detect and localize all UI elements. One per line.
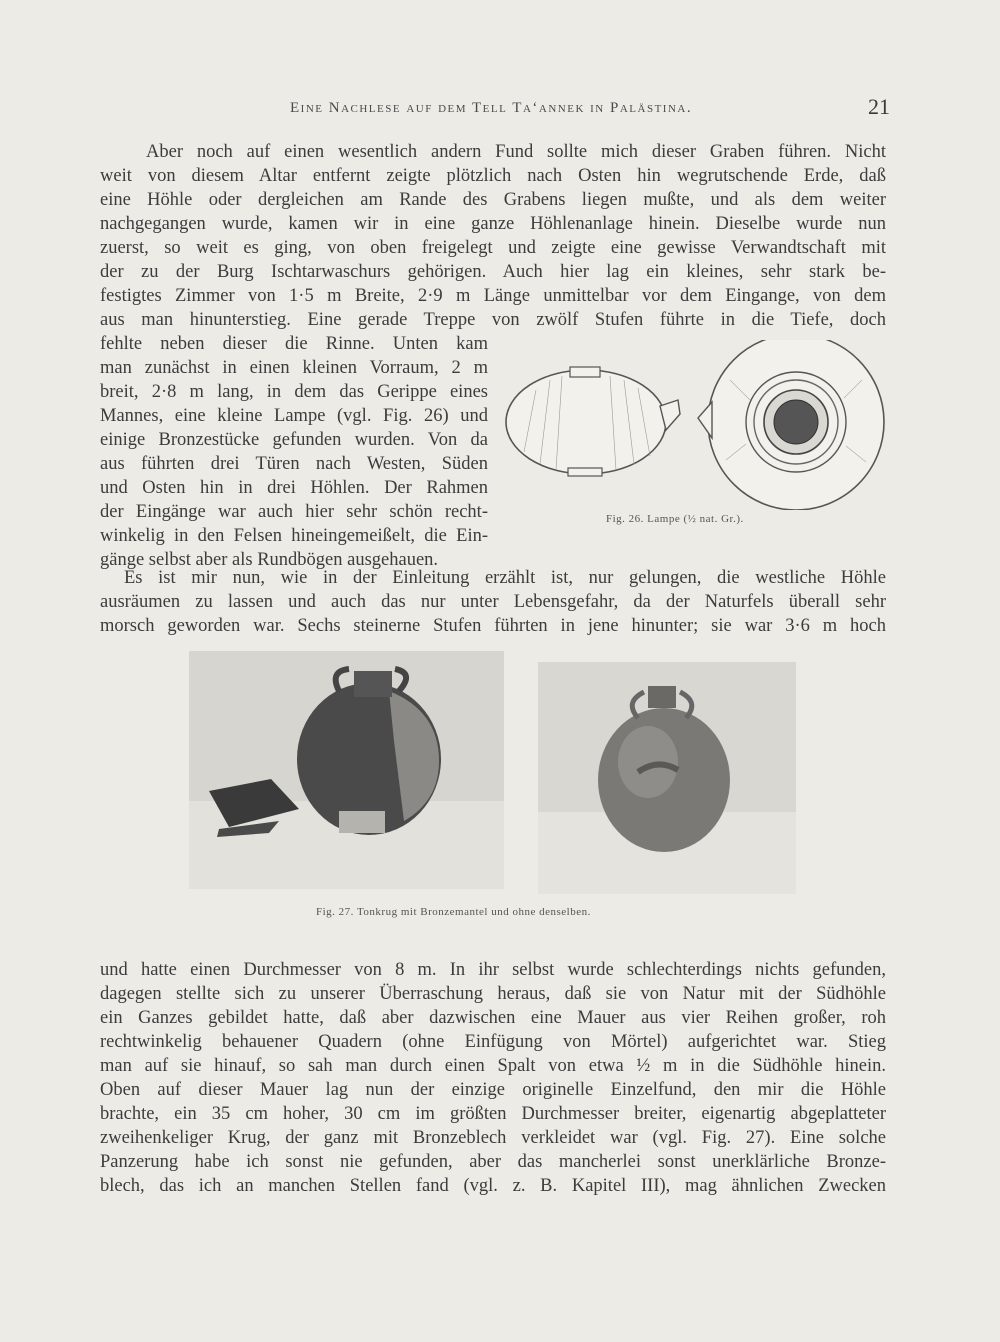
text-line: zuerst, so weit es ging, von oben freigelegt und zeigte eine gewisse Verwandtschaft mit: [100, 238, 886, 258]
text-line: gänge selbst aber als Rundbögen ausgehauen.: [100, 550, 439, 570]
text-line: Oben auf dieser Mauer lag nun der einzige originelle Einzelfund, den mir die Höhle: [100, 1080, 886, 1100]
text-line: blech, das ich an manchen Stellen fand (vgl. z. B. Kapitel III), mag ähnlichen Zwecken: [100, 1176, 886, 1196]
text-line: breit, 2·8 m lang, in dem das Gerippe eines: [100, 382, 488, 402]
text-line: aus führten drei Türen nach Westen, Süden: [100, 454, 488, 474]
text-line: aus man hinunterstieg. Eine gerade Treppe von zwölf Stufen führte in die Tiefe, doch: [100, 310, 886, 330]
text-line: Es ist mir nun, wie in der Einleitung erzählt ist, nur gelungen, die westliche Höhle: [124, 568, 886, 588]
text-line: einige Bronzestücke gefunden wurden. Von da: [100, 430, 488, 450]
figure-26-lamp-drawing: [500, 340, 890, 525]
lamp-illustration: [500, 340, 890, 510]
text-line: morsch geworden war. Sechs steinerne Stufen führten in jene hinunter; sie war 3·6 m hoch: [100, 616, 886, 636]
text-line: man zunächst in einen kleinen Vorraum, 2 m: [100, 358, 488, 378]
text-line: der zu der Burg Ischtarwaschurs gehörigen. Auch hier lag ein kleines, sehr stark be-: [100, 262, 886, 282]
text-line: festigtes Zimmer von 1·5 m Breite, 2·9 m Länge unmittelbar vor dem Eingange, von dem: [100, 286, 886, 306]
text-line: ausräumen zu lassen und auch das nur unter Lebensgefahr, da der Naturfels überall sehr: [100, 592, 886, 612]
text-line: zweihenkeliger Krug, der ganz mit Bronzeblech verkleidet war (vgl. Fig. 27). Eine solche: [100, 1128, 886, 1148]
text-line: der Eingänge war auch hier sehr schön recht-: [100, 502, 488, 522]
text-line: weit von diesem Altar entfernt zeigte plötzlich nach Osten hin wegrutschende Erde, daß: [100, 166, 886, 186]
text-line: man auf sie hinauf, so sah man durch einen Spalt von etwa ½ m in die Südhöhle hinein.: [100, 1056, 886, 1076]
text-line: Aber noch auf einen wesentlich andern Fund sollte mich dieser Graben führen. Nicht: [146, 142, 886, 162]
page-number: 21: [868, 94, 890, 119]
text-line: und Osten hin in drei Höhlen. Der Rahmen: [100, 478, 488, 498]
figure-27-caption: Fig. 27. Tonkrug mit Bronzemantel und ohne denselben.: [316, 906, 591, 918]
text-line: nachgegangen wurde, kamen wir in eine ganze Höhlenanlage hinein. Dieselbe wurde nun: [100, 214, 886, 234]
figure-26-caption: Fig. 26. Lampe (½ nat. Gr.).: [606, 513, 744, 525]
running-head: [100, 94, 890, 122]
text-line: fehlte neben dieser die Rinne. Unten kam: [100, 334, 488, 354]
figure-27-photo-jug-with-bronze: [189, 651, 504, 889]
figure-27-photo-jug-without-bronze: [538, 662, 796, 894]
text-line: eine Höhle oder dergleichen am Rande des Grabens liegen mußte, und als dem weiter: [100, 190, 886, 210]
running-title: Eine Nachlese auf dem Tell Ta‘annek in Palästina.: [290, 100, 693, 116]
text-line: ein Ganzes gebildet hatte, daß aber dazwischen eine Mauer aus vier Reihen großer, roh: [100, 1008, 886, 1028]
text-line: brachte, ein 35 cm hoher, 30 cm im größten Durchmesser breiter, eigenartig abgeplatteter: [100, 1104, 886, 1124]
text-line: Mannes, eine kleine Lampe (vgl. Fig. 26) und: [100, 406, 488, 426]
text-line: rechtwinkelig behauener Quadern (ohne Einfügung von Mörtel) aufgerichtet war. Stieg: [100, 1032, 886, 1052]
text-line: Panzerung habe ich sonst nie gefunden, aber das mancherlei sonst unerklärliche Bronze-: [100, 1152, 886, 1172]
text-line: winkelig in den Felsen hineingemeißelt, die Ein-: [100, 526, 488, 546]
text-line: und hatte einen Durchmesser von 8 m. In ihr selbst wurde schlechterdings nichts gefunden,: [100, 960, 886, 980]
text-line: dagegen stellte sich zu unserer Überraschung heraus, daß sie von Natur mit der Südhöhle: [100, 984, 886, 1004]
